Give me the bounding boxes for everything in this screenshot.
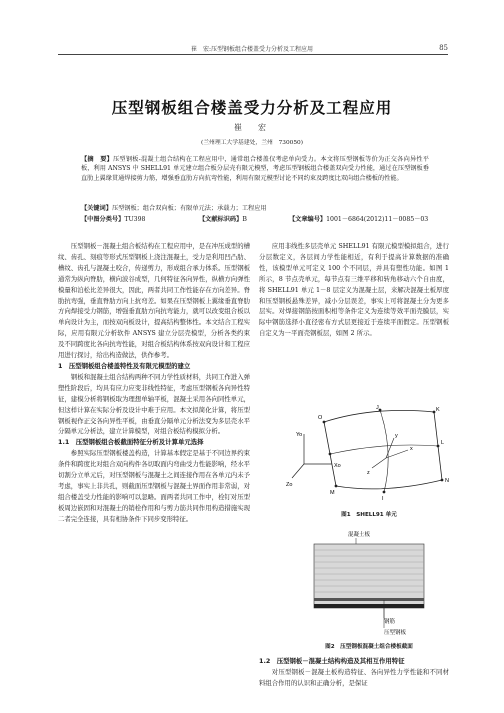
label-xo: Xo [334,463,341,469]
abstract-text: 压型钢板-混凝土组合结构在工程应用中，通常组合楼盖仅考虑单向受力。本文将压型钢板等价为正交各向异性平板，利用 ANSYS 中 SHELL91 单元建立组合板分层壳有限元模型，考虑压型钢板组合楼盖双向受力性能，通过在压型钢板垂直肋上翼缘贯通焊接剪力筋，增强垂直肋方向抗弯性能，利用有限元模型讨论不同约束及跨度比双向组合楼板的性能。 [81,156,429,182]
abstract [81,155,429,183]
article-no-value: 1001－6864(2012)11－0085－03 [326,216,429,223]
slab-section-diagram [284,528,454,638]
doc-code-label: 【文献标识码】 [199,216,243,223]
abstract-label: 【摘 要】 [81,156,114,163]
section-1-2-heading: 1.2 压型钢板－混凝土结构构造及其相互作用特征 [259,657,405,665]
section-1-paragraph: 钢板和混凝土组合结构两种不同力学性质材料，共同工作进入弹塑性阶段后，均具有应力应变非线性特征，考虑压型钢板各向异性特征，建模分析将钢板取为理想单轴平板，混凝土采用各向同性单元，但这样计算在实际分析及设计中难于应用。本文拟简化计算，将压型钢板视作正交各向异性平板，由垂直分隔单元分析法变为多层壳水平分隔单元分析法，建立计算模型，对组合板结构模拟分析。 [58,372,250,436]
doc-code-value: B [242,216,247,223]
label-deck: 压型钢板 [384,630,407,636]
label-o: O [318,415,323,421]
label-z: z [367,470,370,476]
label-l: L [441,440,445,446]
right-column-text [259,241,449,339]
paper-title: 压型钢板组合楼盖受力分析及工程应用 [111,99,393,117]
page-number: 85 [439,44,448,52]
label-concrete: 混凝土板 [348,532,371,538]
figure-2-caption: 图2 压型钢板混凝土组合楼板截面 [325,644,413,650]
cls-value: TU398 [124,216,146,223]
label-x: x [410,446,413,452]
label-rebar: 钢筋 [384,619,396,625]
section-1-1-heading: 1.1 压型钢板组合板截面特征分析及计算单元选择 [58,438,204,447]
paper-affiliation: (兰州理工大学基建处，兰州 730050) [200,140,303,146]
keywords [81,203,429,212]
label-yo: Yo [296,432,303,438]
label-zo: Zo [286,482,293,488]
figure-2 [284,528,454,648]
section-1-heading: 1 压型钢板组合楼盖特性及有限元模型的建立 [58,361,191,370]
shell91-diagram [284,402,454,502]
label-k: K [436,407,440,413]
left-column [58,241,250,525]
paper-author: 崔 宏 [234,123,270,132]
cls-label: 【中图分类号】 [81,216,125,223]
figure-1 [284,402,454,518]
figure-1-caption: 图1 SHELL91 单元 [341,512,397,518]
label-y: y [395,433,398,439]
label-m: M [330,490,335,496]
section-1-2-paragraph: 对压型钢板－混凝土板构造特征、各向异性力学性能和不同材料组合作用的认识和正确分析，是保证 [259,667,449,687]
section-1-1-paragraph: 参照实际压型钢板楼盖构造，计算基本假定是基于不同边界约束条件和跨度比对组合双向构件各切取面内弯曲受力性能影响，经水平切割分立单元后，对压型钢板与混凝土之间连接作用在各单元内未予考虑，事实上非共孔，则截面压型钢板与混凝土界面作用非常弱，对组合楼盖受力性能的影响可以忽略。面两者共同工作中，栓钉对压型板周边嵌固和对混凝土的销栓作用和与剪力筋共同作用构造措施实现二者完全连接，具有相协条件下同步变形特征。 [58,449,250,523]
keywords-label: 【关键词】 [81,205,112,212]
article-no-label: 【文章编号】 [289,216,327,223]
label-n: N [445,478,449,484]
right-paragraph: 应用非线性多层壳单元 SHELL91 有限元模型模拟组合，进行分层数定义，各层间力学性能相近，有利于提高计算数据的准确性，该模型单元可定义 100 个不同层，并具有塑性功能。如图 1 所示，8 节点壳单元，每节点有三维平移和转角移动六个自由度，将 SHELL91 单元 1－8 层定义为混凝土层，来解决混凝土板厚度和压型钢板悬殊差异，减小分层误差，事实上可将混凝土分为更多层实。对焊接钢筋按面积相等条件定义为连续等效平面壳膜层，实际中钢筋选择小直径密布方式层更接近于连续平面假定。压型钢板自定义为一平面壳钢板层，如图 2 所示。 [259,242,449,338]
keywords-text: 压型钢板；组合双向板；有限单元法；承载力；工程应用 [111,205,267,212]
intro-paragraph: 压型钢板－混凝土组合板结构在工程应用中，是在冲压成型的槽纹、齿孔、刻痕等形式压型钢板上浇注混凝土，受力是利用凹凸肋、槽纹、齿孔与混凝土咬合，传递剪力，形成组合承力体系。压型钢板通常为纵向脊肋，横向波谷成型，几何特征各向异性，纵横方向弹性模量和泊松比差异很大，因此，两者共同工作性能存在方向差异。脊肋抗弯强，垂直脊肋方向上抗弯差。如果在压型钢板上翼缘垂直脊肋方向焊接受力钢筋，增强垂直肋方向抗弯能力，就可以改变组合板以单向设计为主，而按双向板设计，提高结构整体性。本文结合工程实际，应用有限元分析软件 ANSYS 建立分层壳模型，分析各类约束及不同跨度比各向抗弯性能，对组合板结构体系按双向设计和工程应用进行探讨，给出构造做法，供作参考。 [58,242,250,360]
right-column-bottom [259,656,449,689]
header-rule [58,54,448,55]
label-i: I [382,496,384,502]
label-j: J [376,405,379,411]
running-title: 崔 宏:压型钢板组合楼盖受力分析及工程应用 [190,46,314,53]
